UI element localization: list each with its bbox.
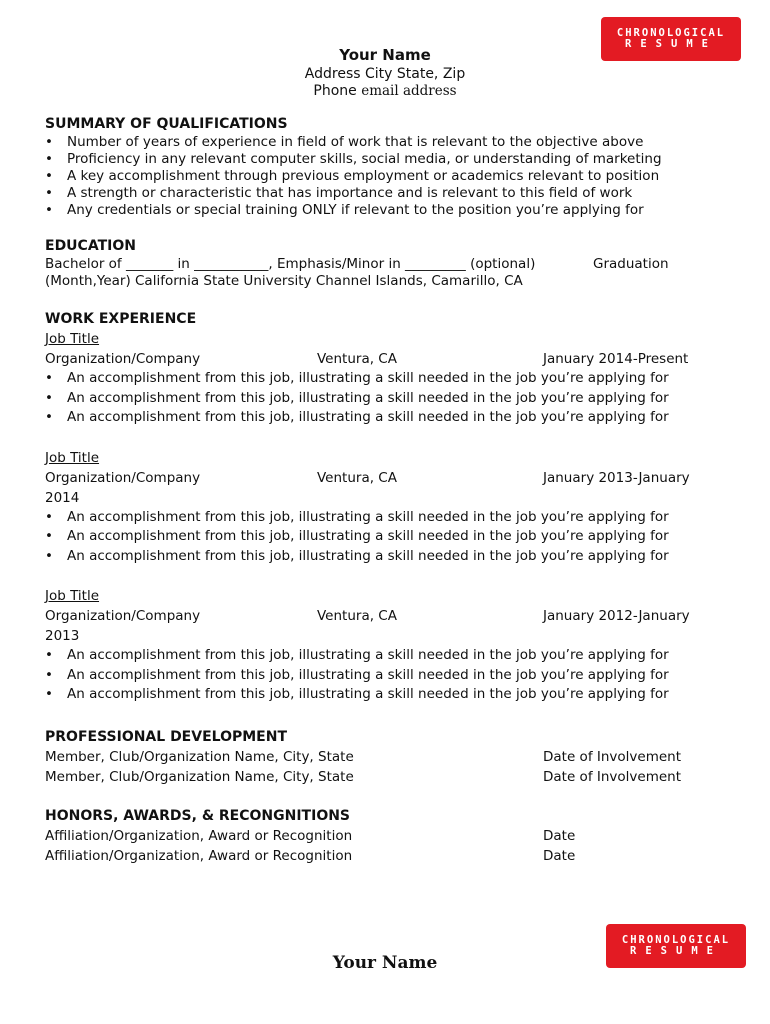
professional-section [45, 727, 735, 787]
logo-line-2: RESUME [625, 38, 717, 50]
honors-text: Affiliation/Organization, Award or Recognition [45, 848, 353, 864]
professional-row [45, 767, 735, 787]
job-dates: January 2012-January [543, 608, 690, 624]
job-bullet: • An accomplishment from this job, illustrating a skill needed in the job you’re applying for [45, 389, 735, 409]
work-section [45, 309, 735, 705]
job-entry [45, 448, 735, 567]
job-org: Organization/Company [45, 608, 201, 624]
education-degree-row [45, 256, 735, 273]
contact-phone: Phone [313, 83, 357, 99]
job-bullet: • An accomplishment from this job, illustrating a skill needed in the job you’re applying for [45, 408, 735, 428]
summary-heading: SUMMARY OF QUALIFICATIONS [45, 116, 288, 132]
work-heading: WORK EXPERIENCE [45, 311, 197, 327]
job-title: Job Title [45, 331, 100, 347]
job-title: Job Title [45, 449, 100, 466]
job-location: Ventura, CA [317, 351, 397, 367]
education-graduation: Graduation [593, 256, 669, 272]
job-bullet: • An accomplishment from this job, illustrating a skill needed in the job you’re applying for [45, 527, 735, 547]
professional-row [45, 747, 735, 767]
job-org: Organization/Company [45, 351, 201, 367]
summary-item: • Proficiency in any relevant computer skills, social media, or understanding of marketing [45, 151, 735, 168]
job-bullet: • An accomplishment from this job, illustrating a skill needed in the job you’re applying for [45, 685, 735, 705]
job-entry [45, 586, 735, 705]
job-dates: January 2014-Present [543, 351, 689, 367]
honors-date: Date [543, 848, 576, 864]
professional-date: Date of Involvement [543, 769, 681, 785]
professional-heading: PROFESSIONAL DEVELOPMENT [45, 729, 287, 745]
job-org: Organization/Company [45, 469, 201, 486]
honors-heading: HONORS, AWARDS, & RECONGNITIONS [45, 808, 351, 824]
job-bullet: • An accomplishment from this job, illustrating a skill needed in the job you’re applying for [45, 547, 735, 567]
education-school: (Month,Year) California State University Channel Islands, Camarillo, CA [45, 273, 523, 289]
honors-row [45, 846, 735, 866]
job-dates: January 2013-January [543, 469, 690, 486]
summary-item: • A strength or characteristic that has importance and is relevant to this field of work [45, 185, 735, 202]
education-heading: EDUCATION [45, 238, 136, 254]
job-dates-continued: 2013 [45, 628, 80, 644]
summary-item: • A key accomplishment through previous employment or academics relevant to position [45, 168, 735, 185]
job-bullet: • An accomplishment from this job, illustrating a skill needed in the job you’re applying for [45, 508, 735, 528]
job-org-row [45, 468, 735, 488]
logo-line-2: RESUME [630, 945, 722, 957]
job-title: Job Title [45, 588, 100, 604]
professional-text: Member, Club/Organization Name, City, State [45, 769, 354, 785]
resume-name: Your Name [339, 46, 431, 64]
job-location: Ventura, CA [317, 608, 397, 624]
honors-row [45, 826, 735, 846]
summary-section [45, 114, 735, 219]
education-degree: Bachelor of _______ in ___________, Emphasis/Minor in _________ (optional) [45, 256, 536, 272]
professional-text: Member, Club/Organization Name, City, State [45, 749, 354, 765]
honors-text: Affiliation/Organization, Award or Recognition [45, 828, 353, 844]
logo-line-1: CHRONOLOGICAL [616, 27, 726, 39]
logo-line-1: CHRONOLOGICAL [621, 934, 731, 946]
contact-email: email address [361, 83, 457, 99]
job-entry [45, 329, 735, 428]
resume-contact [0, 83, 770, 99]
job-bullet: • An accomplishment from this job, illustrating a skill needed in the job you’re applying for [45, 666, 735, 686]
honors-section [45, 806, 735, 866]
job-dates-continued: 2014 [45, 489, 80, 506]
professional-date: Date of Involvement [543, 749, 681, 765]
job-location: Ventura, CA [317, 469, 397, 486]
job-bullet: • An accomplishment from this job, illustrating a skill needed in the job you’re applying for [45, 369, 735, 389]
education-section [45, 236, 735, 290]
job-bullet: • An accomplishment from this job, illustrating a skill needed in the job you’re applying for [45, 646, 735, 666]
job-org-row [45, 349, 735, 369]
resume-address: Address City State, Zip [304, 66, 466, 82]
honors-date: Date [543, 828, 576, 844]
job-org-row [45, 606, 735, 626]
summary-item: • Number of years of experience in field of work that is relevant to the objective above [45, 134, 735, 151]
summary-item: • Any credentials or special training ONLY if relevant to the position you’re applying for [45, 202, 735, 219]
footer-name: Your Name [332, 953, 438, 973]
